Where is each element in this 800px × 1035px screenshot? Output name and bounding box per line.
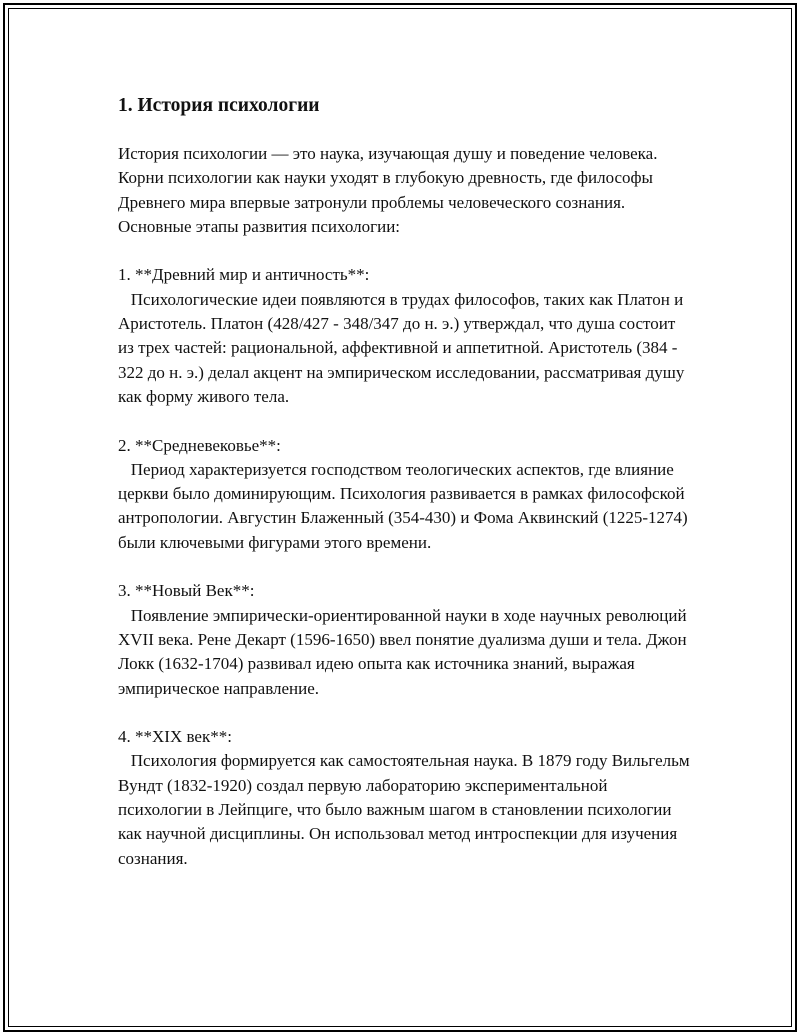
section-heading: 4. **XIX век**: (118, 727, 232, 747)
document-body (118, 92, 693, 895)
section-heading: 2. **Средневековье**: (118, 435, 281, 455)
section-heading: 3. **Новый Век**: (118, 581, 255, 601)
section-paragraph: Период характеризуется господством теологических аспектов, где влияние церкви было доминирующим. Психология развивается в рамках философской антропологии. Августин Блаженный (354-430) и Фома Аквинский (1225-1274) были ключевыми фигурами этого времени. (118, 459, 692, 552)
section-heading: 1. **Древний мир и античность**: (118, 265, 370, 285)
section-paragraph: Психологические идеи появляются в трудах философов, таких как Платон и Аристотель. Платон (428/427 - 348/347 до н. э.) утверждал, что душа состоит из трех частей: рациональной, аффективной и аппетитной. Аристотель (384 - 322 до н. э.) делал акцент на эмпирическом исследовании, рассматривая душу как форму живого тела. (118, 289, 689, 406)
section-middle-ages (118, 434, 693, 555)
intro-paragraph: История психологии — это наука, изучающая душу и поведение человека. Корни психологии как науки уходят в глубокую древность, где философы Древнего мира впервые затронули проблемы человеческого сознания. Основные этапы развития психологии: (118, 144, 662, 236)
section-paragraph: Психология формируется как самостоятельная наука. В 1879 году Вильгельм Вундт (1832-1920) создал первую лабораторию экспериментальной психологии в Лейпциге, что было важным шагом в становлении психологии как научной дисциплины. Он использовал метод интроспекции для изучения сознания. (118, 751, 694, 868)
section-ancient (118, 263, 693, 409)
section-paragraph: Появление эмпирически-ориентированной науки в ходе научных революций XVII века. Рене Декарт (1596-1650) ввел понятие дуализма души и тела. Джон Локк (1632-1704) развивал идею опыта как источника знаний, выражая эмпирическое направление. (118, 605, 691, 698)
document-title: 1. История психологии (118, 95, 320, 116)
section-modern-age (118, 579, 693, 700)
section-19th-century (118, 725, 693, 871)
